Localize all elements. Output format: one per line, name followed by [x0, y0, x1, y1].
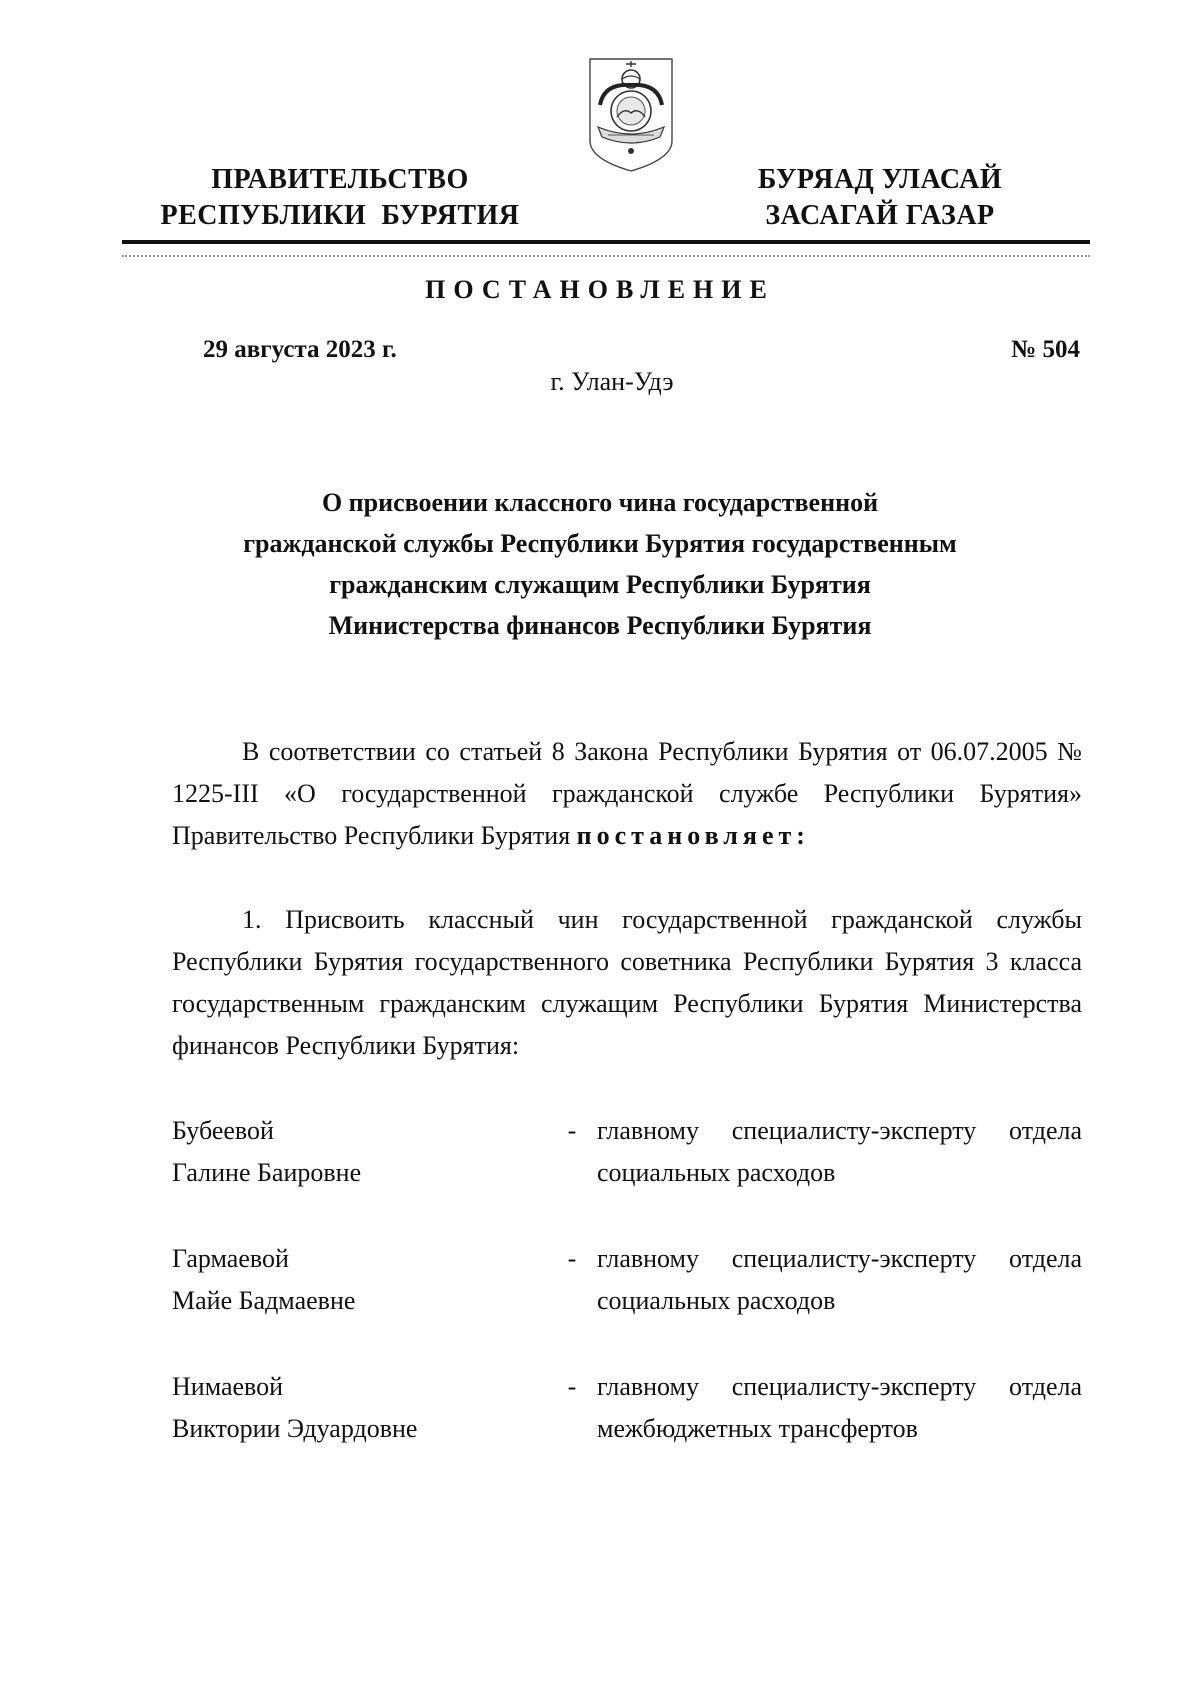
clause-1-paragraph: 1. Присвоить классный чин государственной гражданской службы Республики Бурятия государственного советника Республики Бурятия 3 класса государственным гражданским служащим Республики Бурятия Министерства финансов Республики Бурятия:	[172, 905, 1082, 1060]
person-position-line1: главному специалисту-эксперту отдела	[597, 1244, 1082, 1273]
person-name	[172, 1110, 552, 1194]
person-dash: -	[567, 1244, 577, 1273]
coat-of-arms-icon	[586, 55, 676, 173]
person-position-line2: социальных расходов	[597, 1286, 836, 1315]
issuer-name-ru	[150, 162, 530, 234]
person-surname: Бубеевой	[172, 1116, 274, 1145]
person-position-line1: главному специалисту-эксперту отдела	[597, 1116, 1082, 1145]
issuer-name-ru-line2: РЕСПУБЛИКИ БУРЯТИЯ	[160, 200, 520, 231]
person-surname: Гармаевой	[172, 1244, 289, 1273]
document-type: ПОСТАНОВЛЕНИЕ	[425, 275, 775, 304]
decree-word: постановляет:	[576, 821, 810, 850]
person-dash: -	[567, 1372, 577, 1401]
preamble-text: В соответствии со статьей 8 Закона Республики Бурятия от 06.07.2005 № 1225-III «О государственной гражданской службе Республики Бурятия» Правительство Республики Бурятия	[172, 737, 1082, 850]
document-number: № 504	[1011, 336, 1080, 363]
person-position	[597, 1366, 1082, 1450]
person-given-name: Виктории Эдуардовне	[172, 1414, 418, 1443]
issuer-name-bua-line1: БУРЯАД УЛАСАЙ	[757, 164, 1003, 195]
issuer-name-bua	[730, 162, 1030, 234]
person-dash: -	[567, 1116, 577, 1145]
issuer-name-bua-line2: ЗАСАГАЙ ГАЗАР	[765, 200, 995, 231]
header-divider-thick	[122, 240, 1090, 244]
person-position	[597, 1110, 1082, 1194]
person-given-name: Галине Баировне	[172, 1158, 362, 1187]
person-position	[597, 1238, 1082, 1322]
person-position-line1: главному специалисту-эксперту отдела	[597, 1372, 1082, 1401]
person-position-line2: межбюджетных трансфертов	[597, 1414, 918, 1443]
document-title	[150, 482, 1050, 646]
person-name	[172, 1238, 552, 1322]
person-position-line2: социальных расходов	[597, 1158, 836, 1187]
document-city: г. Улан-Удэ	[550, 367, 674, 396]
person-name	[172, 1366, 552, 1450]
preamble-paragraph	[172, 731, 1082, 857]
header-divider-thin	[122, 255, 1090, 257]
document-date: 29 августа 2023 г.	[203, 336, 397, 363]
document-title-line4: Министерства финансов Республики Бурятия	[328, 611, 872, 640]
issuer-name-ru-line1: ПРАВИТЕЛЬСТВО	[211, 164, 469, 195]
document-title-line3: гражданским служащим Республики Бурятия	[329, 570, 871, 599]
person-surname: Нимаевой	[172, 1372, 284, 1401]
person-given-name: Майе Бадмаевне	[172, 1286, 356, 1315]
document-title-line2: гражданской службы Республики Бурятия государственным	[243, 529, 957, 558]
document-title-line1: О присвоении классного чина государственной	[321, 488, 879, 517]
